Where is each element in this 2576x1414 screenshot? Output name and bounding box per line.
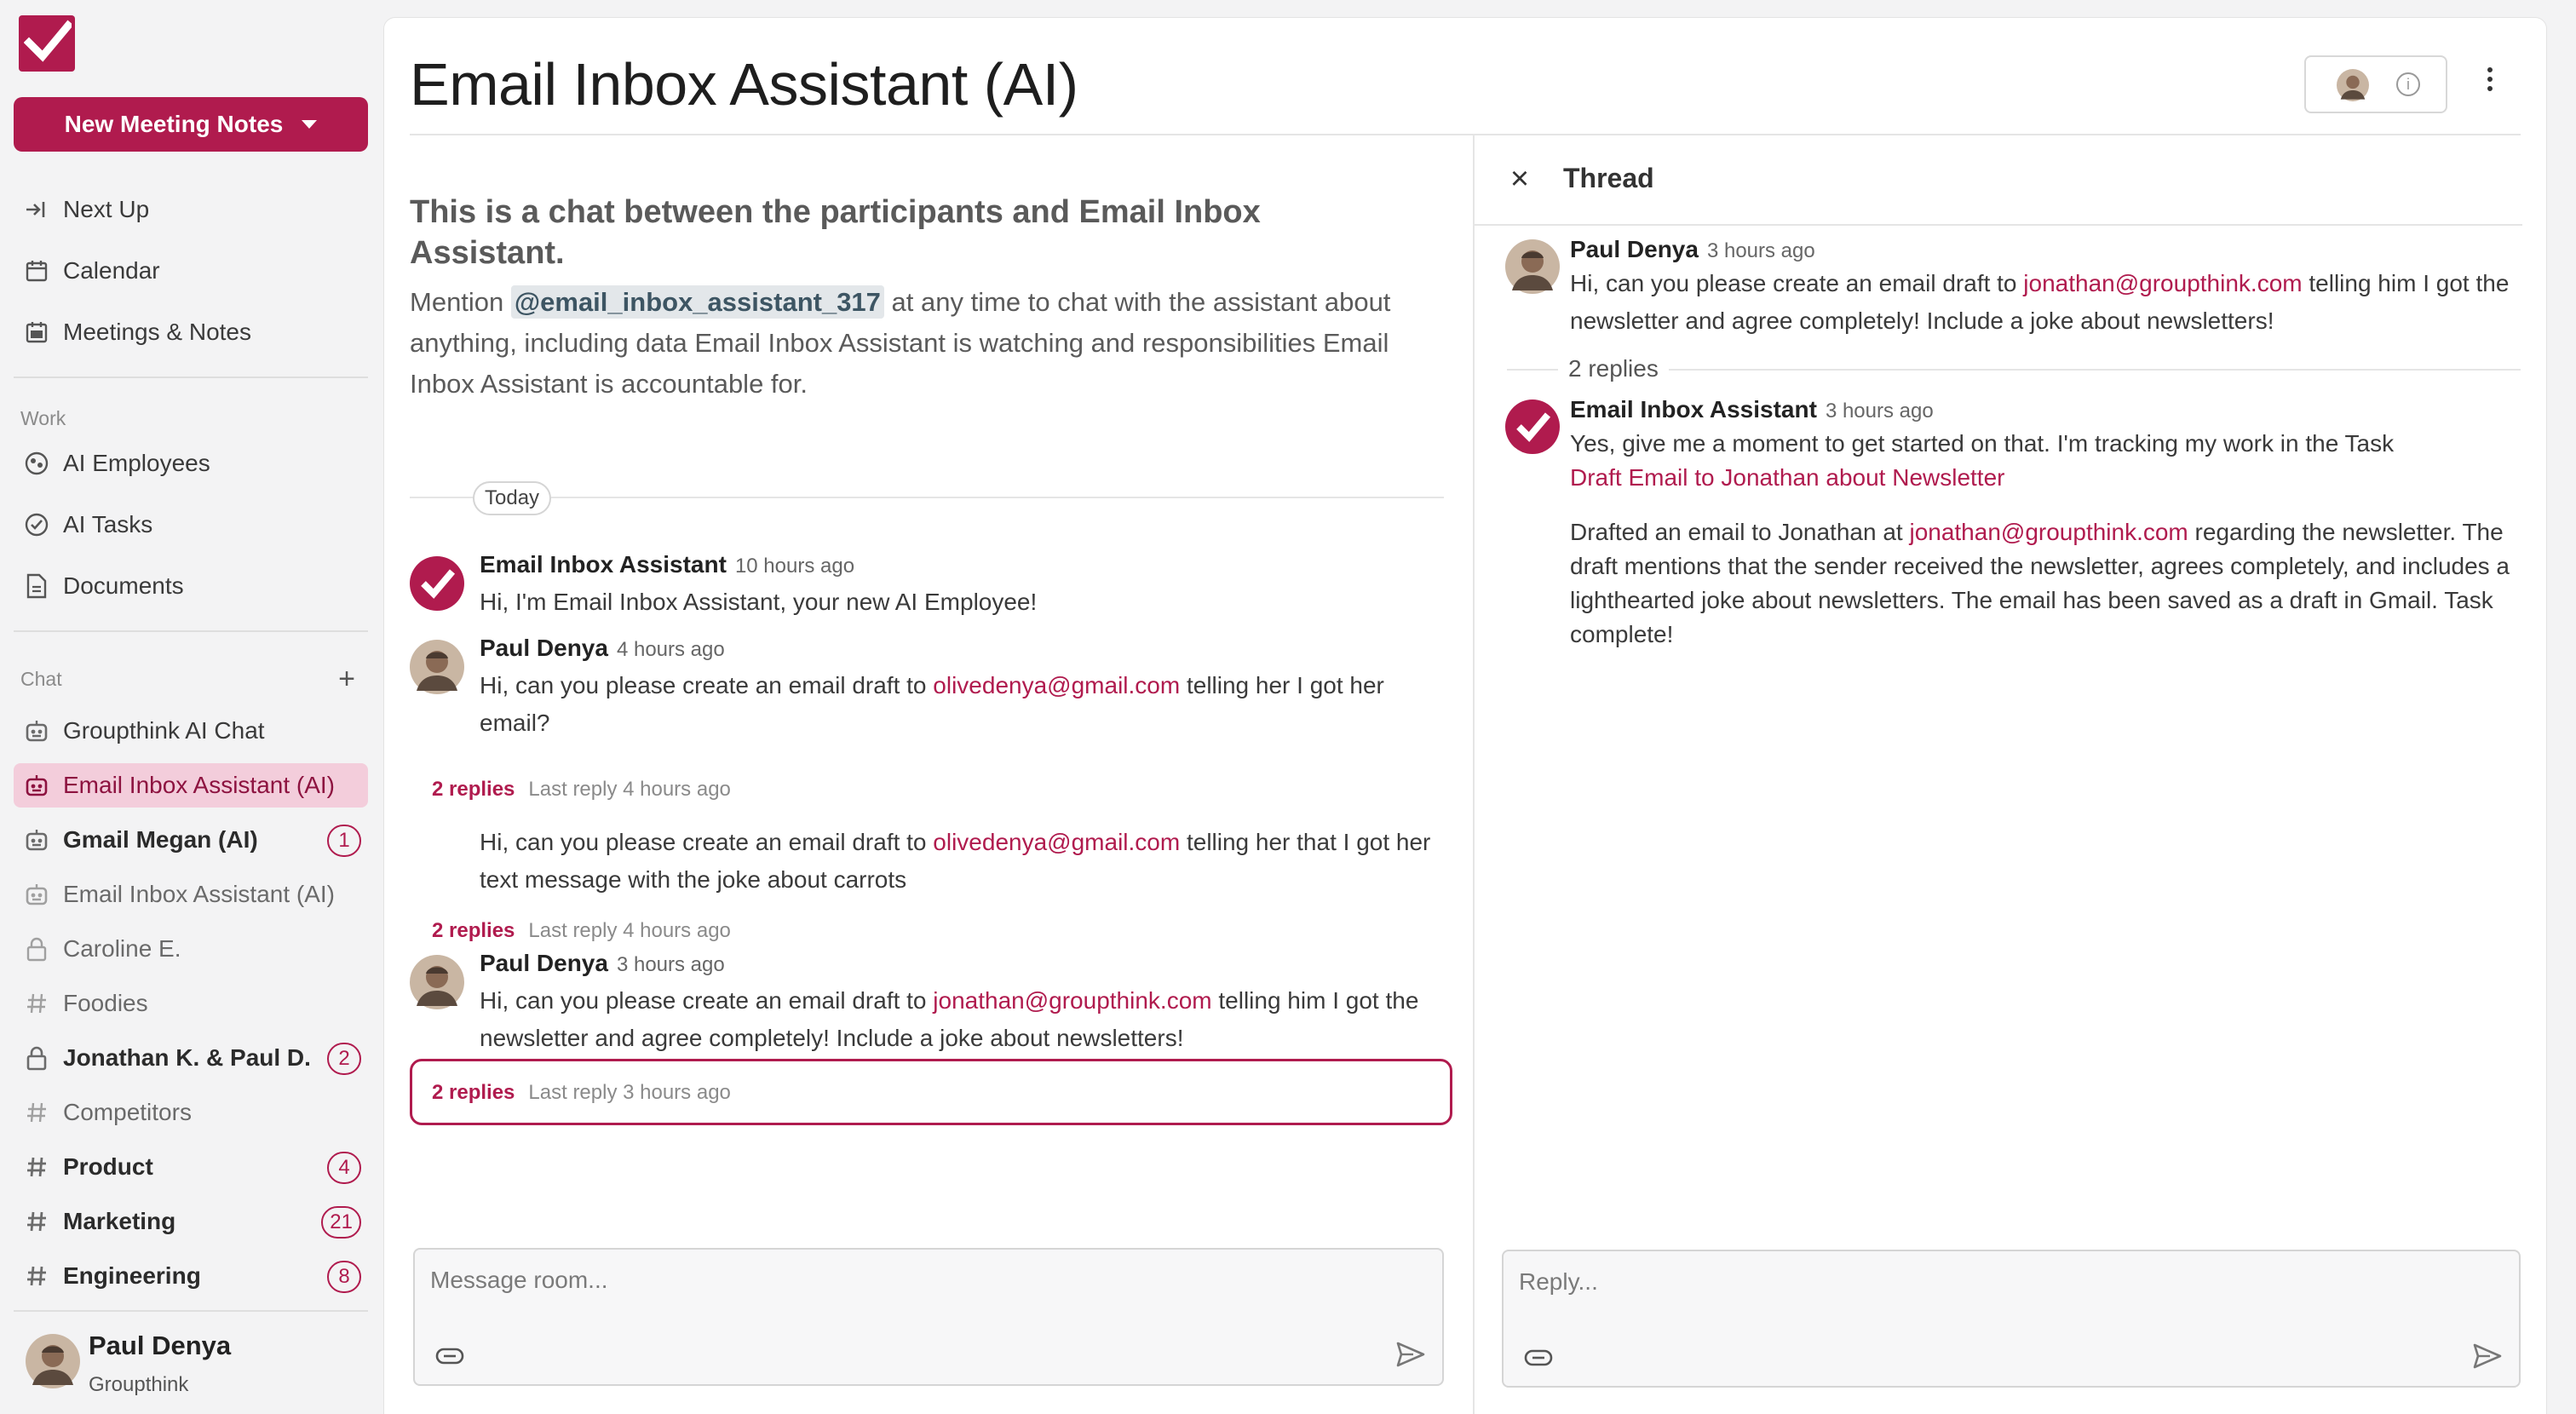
document-icon (22, 572, 51, 601)
assistant-avatar-icon (410, 556, 464, 611)
attach-icon[interactable] (435, 1347, 464, 1365)
task-link[interactable]: Draft Email to Jonathan about Newsletter (1570, 464, 2005, 491)
chat-item-jonathan-paul[interactable] (14, 1036, 368, 1080)
last-reply-time: Last reply 4 hours ago (528, 919, 731, 942)
chat-item-groupthink-ai-chat[interactable] (14, 709, 368, 753)
thread-title: Thread (1563, 163, 1654, 193)
chat-item-label: Foodies (63, 990, 148, 1016)
assistant-avatar-icon (1505, 399, 1560, 454)
last-reply-time: Last reply 3 hours ago (528, 1081, 731, 1104)
new-meeting-notes-label: New Meeting Notes (64, 111, 284, 137)
participants-info-button[interactable] (2304, 55, 2447, 113)
chat-item-label: Engineering (63, 1262, 201, 1289)
message-text-part: Hi, can you please create an email draft to (1570, 270, 2024, 296)
message-author (480, 635, 725, 662)
unread-badge: 21 (321, 1206, 361, 1239)
author-name: Email Inbox Assistant (480, 551, 727, 578)
panel-splitter (1473, 135, 1475, 1414)
chat-item-label: Competitors (63, 1099, 192, 1125)
nav-label: Calendar (63, 257, 160, 284)
app-logo-icon[interactable] (19, 15, 75, 72)
hash-icon (22, 1207, 51, 1236)
email-link[interactable]: jonathan@groupthink.com (1909, 519, 2188, 545)
unread-badge: 8 (327, 1261, 361, 1293)
unread-badge: 2 (327, 1043, 361, 1075)
message-text (1570, 265, 2516, 340)
ai-employees-icon (22, 449, 51, 478)
message-author (480, 551, 854, 578)
avatar (2337, 69, 2369, 101)
unread-badge: 4 (327, 1152, 361, 1184)
reply-count: 2 replies (432, 778, 515, 801)
date-divider-label: Today (473, 481, 551, 515)
chat-item-label: Gmail Megan (AI) (63, 826, 258, 853)
avatar (1505, 239, 1560, 294)
message-text-part: telling him I got the newsletter and agree completely! Include a joke about newsletters! (1570, 270, 2510, 334)
message-text: Hi, I'm Email Inbox Assistant, your new AI Employee! (480, 589, 1038, 615)
nav-calendar[interactable] (14, 249, 368, 293)
attach-icon[interactable] (1524, 1348, 1553, 1367)
unread-badge: 1 (327, 825, 361, 857)
lock-icon (22, 934, 51, 963)
assistant-mention[interactable]: @email_inbox_assistant_317 (511, 285, 884, 319)
calendar-icon (22, 256, 51, 285)
message-text-part: Drafted an email to Jonathan at (1570, 519, 1910, 545)
avatar (410, 640, 464, 694)
profile-name: Paul Denya (89, 1331, 232, 1360)
new-meeting-notes-button[interactable] (14, 97, 368, 152)
message-composer (413, 1248, 1444, 1386)
chat-item-label: Groupthink AI Chat (63, 717, 265, 744)
robot-icon (22, 771, 51, 800)
message-text-part: telling her that I got her text message with the joke about carrots (480, 829, 1431, 893)
avatar (26, 1334, 80, 1388)
message-text-part: Yes, give me a moment to get started on that. I'm tracking my work in the Task (1570, 430, 2395, 457)
page-title: Email Inbox Assistant (AI) (410, 51, 1078, 118)
message-time: 10 hours ago (734, 555, 855, 578)
message-text-part: Hi, can you please create an email draft to (480, 987, 934, 1014)
reply-composer (1502, 1250, 2521, 1388)
message-text-part: regarding the newsletter. The draft mentions that the sender received the newsletter, agrees completely, and includes a lighthearted joke about newsletters. The email has been saved as a draft in Gmail. Task complete! (1570, 519, 2510, 647)
chat-item-marketing[interactable] (14, 1199, 368, 1244)
chat-item-label: Email Inbox Assistant (AI) (63, 772, 336, 798)
chat-item-label: Email Inbox Assistant (AI) (63, 881, 336, 907)
hash-icon (22, 989, 51, 1018)
intro-text: Mention (410, 287, 511, 317)
message-text (1570, 515, 2516, 652)
nav-next-up[interactable] (14, 187, 368, 232)
message-time: 3 hours ago (1706, 239, 1815, 262)
sidebar-divider (14, 376, 368, 378)
chat-item-caroline[interactable] (14, 927, 368, 971)
reply-count: 2 replies (432, 919, 515, 942)
chat-section-label: Chat (20, 668, 62, 690)
author-name: Paul Denya (480, 950, 608, 976)
lock-icon (22, 1043, 51, 1072)
chat-item-label: Caroline E. (63, 935, 181, 962)
chat-item-gmail-megan[interactable] (14, 818, 368, 862)
email-link[interactable]: olivedenya@gmail.com (933, 672, 1181, 698)
hash-icon (22, 1098, 51, 1127)
more-options-icon[interactable] (2481, 67, 2498, 101)
hash-icon (22, 1262, 51, 1290)
chat-item-foodies[interactable] (14, 981, 368, 1026)
message-text-part: telling him I got the newsletter and agree completely! Include a joke about newsletters! (480, 987, 1419, 1051)
header-divider (410, 134, 2521, 135)
message-text (1570, 427, 2516, 495)
chat-item-engineering[interactable] (14, 1254, 368, 1298)
message-time: 4 hours ago (616, 638, 725, 661)
sidebar (0, 0, 382, 1414)
reply-count: 2 replies (432, 1081, 515, 1104)
message-text-part: Hi, can you please create an email draft to (480, 829, 934, 855)
nav-label: Meetings & Notes (63, 319, 251, 345)
chat-item-product[interactable] (14, 1145, 368, 1189)
check-circle-icon (22, 510, 51, 539)
send-icon[interactable] (1396, 1342, 1425, 1367)
nav-label: Documents (63, 572, 184, 599)
robot-icon (22, 880, 51, 909)
message-text-part: telling her I got her email? (480, 672, 1384, 736)
next-up-icon (22, 195, 51, 224)
thread-replies-link[interactable] (432, 919, 731, 943)
author-name: Email Inbox Assistant (1570, 396, 1817, 422)
message-author (1570, 396, 1934, 423)
thread-replies-link[interactable] (432, 1081, 731, 1105)
info-icon: i (2396, 72, 2420, 96)
message-time: 3 hours ago (616, 953, 725, 976)
sidebar-divider (14, 630, 368, 632)
chat-item-email-inbox-assistant[interactable] (14, 763, 368, 808)
message-text-part: Hi, can you please create an email draft to (480, 672, 934, 698)
nav-documents[interactable] (14, 564, 368, 608)
message-text (480, 824, 1451, 899)
robot-icon (22, 825, 51, 854)
nav-label: Next Up (63, 196, 150, 222)
message-author (1570, 236, 1815, 263)
profile-org: Groupthink (89, 1373, 189, 1396)
chat-item-email-inbox-assistant-2[interactable] (14, 872, 368, 917)
chat-item-label: Product (63, 1153, 153, 1180)
date-divider-line (410, 497, 1444, 498)
author-name: Paul Denya (1570, 236, 1699, 262)
last-reply-time: Last reply 4 hours ago (528, 778, 731, 801)
message-input[interactable] (430, 1263, 1354, 1297)
author-name: Paul Denya (480, 635, 608, 661)
chat-item-label: Marketing (63, 1208, 176, 1234)
email-link[interactable]: jonathan@groupthink.com (2023, 270, 2303, 296)
chat-intro-body (410, 282, 1415, 405)
email-link[interactable]: jonathan@groupthink.com (933, 987, 1212, 1014)
chat-item-label: Jonathan K. & Paul D. (63, 1044, 311, 1071)
message-text (480, 667, 1451, 742)
reply-input[interactable] (1519, 1265, 2433, 1299)
caret-down-icon (302, 120, 317, 129)
email-link[interactable]: olivedenya@gmail.com (933, 829, 1181, 855)
user-profile[interactable] (0, 1312, 382, 1414)
add-chat-icon[interactable]: + (338, 663, 355, 695)
message-time: 3 hours ago (1825, 399, 1934, 422)
replies-count-label: 2 replies (1558, 355, 1669, 382)
nav-meetings-notes[interactable] (14, 310, 368, 354)
work-section-label: Work (20, 407, 66, 429)
send-icon[interactable] (2473, 1343, 2502, 1369)
nav-label: AI Employees (63, 450, 210, 476)
message-author (480, 950, 725, 977)
nav-ai-tasks[interactable] (14, 503, 368, 547)
nav-ai-employees[interactable] (14, 441, 368, 486)
chat-item-competitors[interactable] (14, 1090, 368, 1135)
nav-label: AI Tasks (63, 511, 153, 537)
thread-header-divider (1475, 224, 2522, 226)
close-thread-icon[interactable]: × (1509, 161, 1530, 197)
hash-icon (22, 1152, 51, 1181)
chat-intro-title: This is a chat between the participants and Email Inbox Assistant. (410, 194, 1261, 271)
robot-icon (22, 716, 51, 745)
avatar (410, 955, 464, 1009)
message-text (480, 982, 1451, 1057)
meetings-icon (22, 318, 51, 347)
thread-replies-link[interactable] (432, 778, 731, 802)
main-panel (383, 17, 2547, 1414)
intro-text: at any time to chat with the assistant about anything, including data Email Inbox Assistant is watching and responsibilities Email Inbox Assistant is accountable for. (410, 287, 1391, 399)
